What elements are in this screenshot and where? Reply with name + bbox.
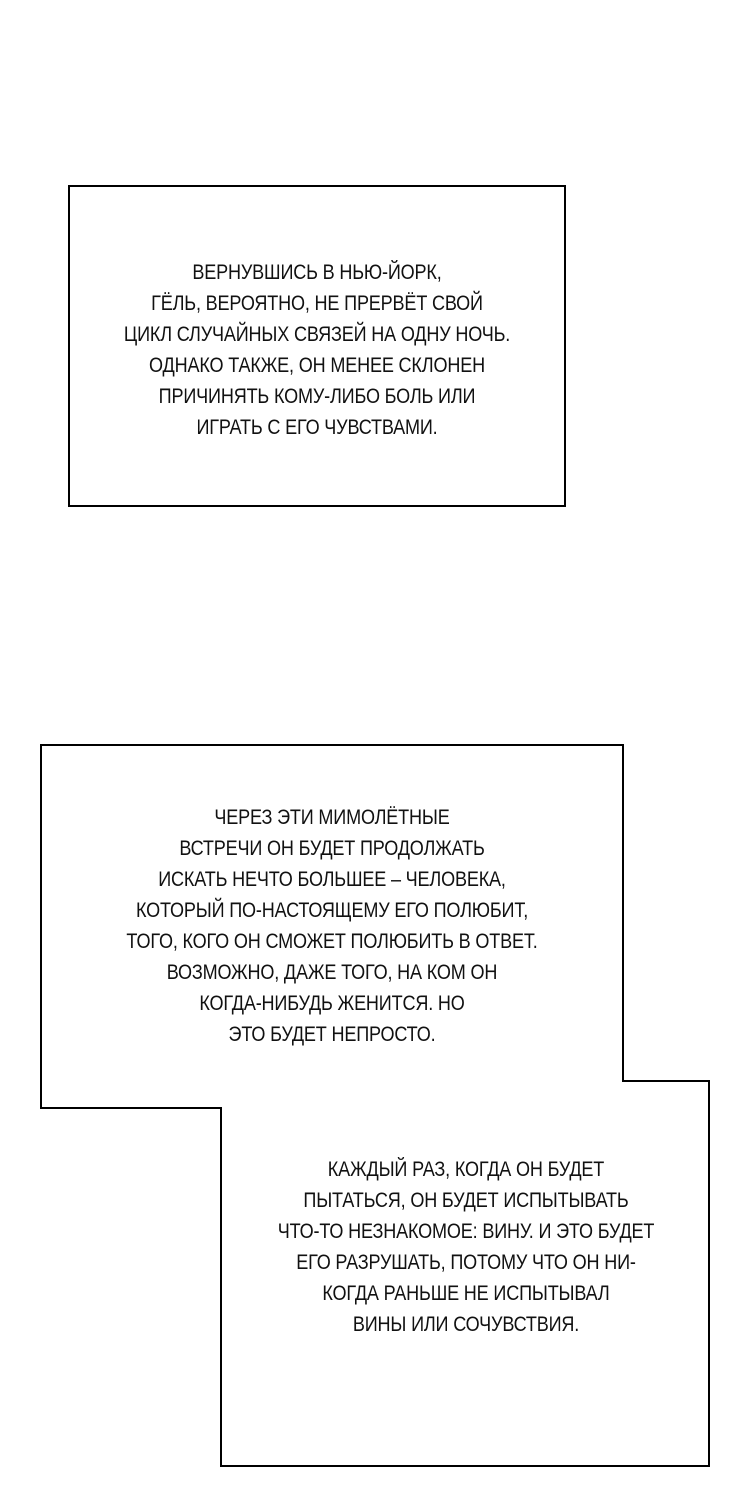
caption-text-2 — [81, 802, 583, 1050]
caption-3-line: ПЫТАТЬСЯ, ОН БУДЕТ ИСПЫТЫВАТЬ — [303, 1189, 629, 1212]
caption-3-line: ВИНЫ ИЛИ СОЧУВСТВИЯ. — [352, 1313, 580, 1336]
caption-box-3 — [222, 1154, 710, 1340]
caption-1-line: ГЁЛЬ, ВЕРОЯТНО, НЕ ПРЕРВЁТ СВОЙ — [151, 292, 483, 315]
caption-text-3 — [256, 1154, 676, 1340]
caption-2-line: ТОГО, КОГО ОН СМОЖЕТ ПОЛЮБИТЬ В ОТВЕТ. — [126, 930, 538, 953]
caption-3-line: ЧТО-ТО НЕЗНАКОМОЕ: ВИНУ. И ЭТО БУДЕТ — [277, 1220, 655, 1243]
caption-2-line: ВСТРЕЧИ ОН БУДЕТ ПРОДОЛЖАТЬ — [179, 837, 485, 860]
caption-2-line: ЧЕРЕЗ ЭТИ МИМОЛЁТНЫЕ — [214, 806, 450, 829]
caption-2-line: ВОЗМОЖНО, ДАЖЕ ТОГО, НА КОМ ОН — [166, 961, 498, 984]
caption-1-line: ИГРАТЬ С ЕГО ЧУВСТВАМИ. — [196, 416, 438, 439]
caption-3-line: КАЖДЫЙ РАЗ, КОГДА ОН БУДЕТ — [327, 1158, 605, 1181]
caption-2-line: КОГДА-НИБУДЬ ЖЕНИТСЯ. НО — [199, 992, 465, 1015]
caption-1-line: ПРИЧИНЯТЬ КОМУ-ЛИБО БОЛЬ ИЛИ — [158, 385, 476, 408]
caption-3-line: ЕГО РАЗРУШАТЬ, ПОТОМУ ЧТО ОН НИ- — [296, 1251, 636, 1274]
caption-2-line: КОТОРЫЙ ПО-НАСТОЯЩЕМУ ЕГО ПОЛЮБИТ, — [135, 899, 529, 922]
caption-2-line: ЭТО БУДЕТ НЕПРОСТО. — [228, 1023, 436, 1046]
caption-1-line: ОДНАКО ТАКЖЕ, ОН МЕНЕЕ СКЛОНЕН — [149, 354, 485, 377]
caption-box-2 — [40, 802, 624, 1050]
caption-1-line: ВЕРНУВШИСЬ В НЬЮ-ЙОРК, — [192, 261, 442, 284]
caption-2-line: ИСКАТЬ НЕЧТО БОЛЬШЕЕ – ЧЕЛОВЕКА, — [158, 868, 506, 891]
caption-1-line: ЦИКЛ СЛУЧАЙНЫХ СВЯЗЕЙ НА ОДНУ НОЧЬ. — [123, 323, 511, 346]
caption-3-line: КОГДА РАНЬШЕ НЕ ИСПЫТЫВАЛ — [322, 1282, 610, 1305]
